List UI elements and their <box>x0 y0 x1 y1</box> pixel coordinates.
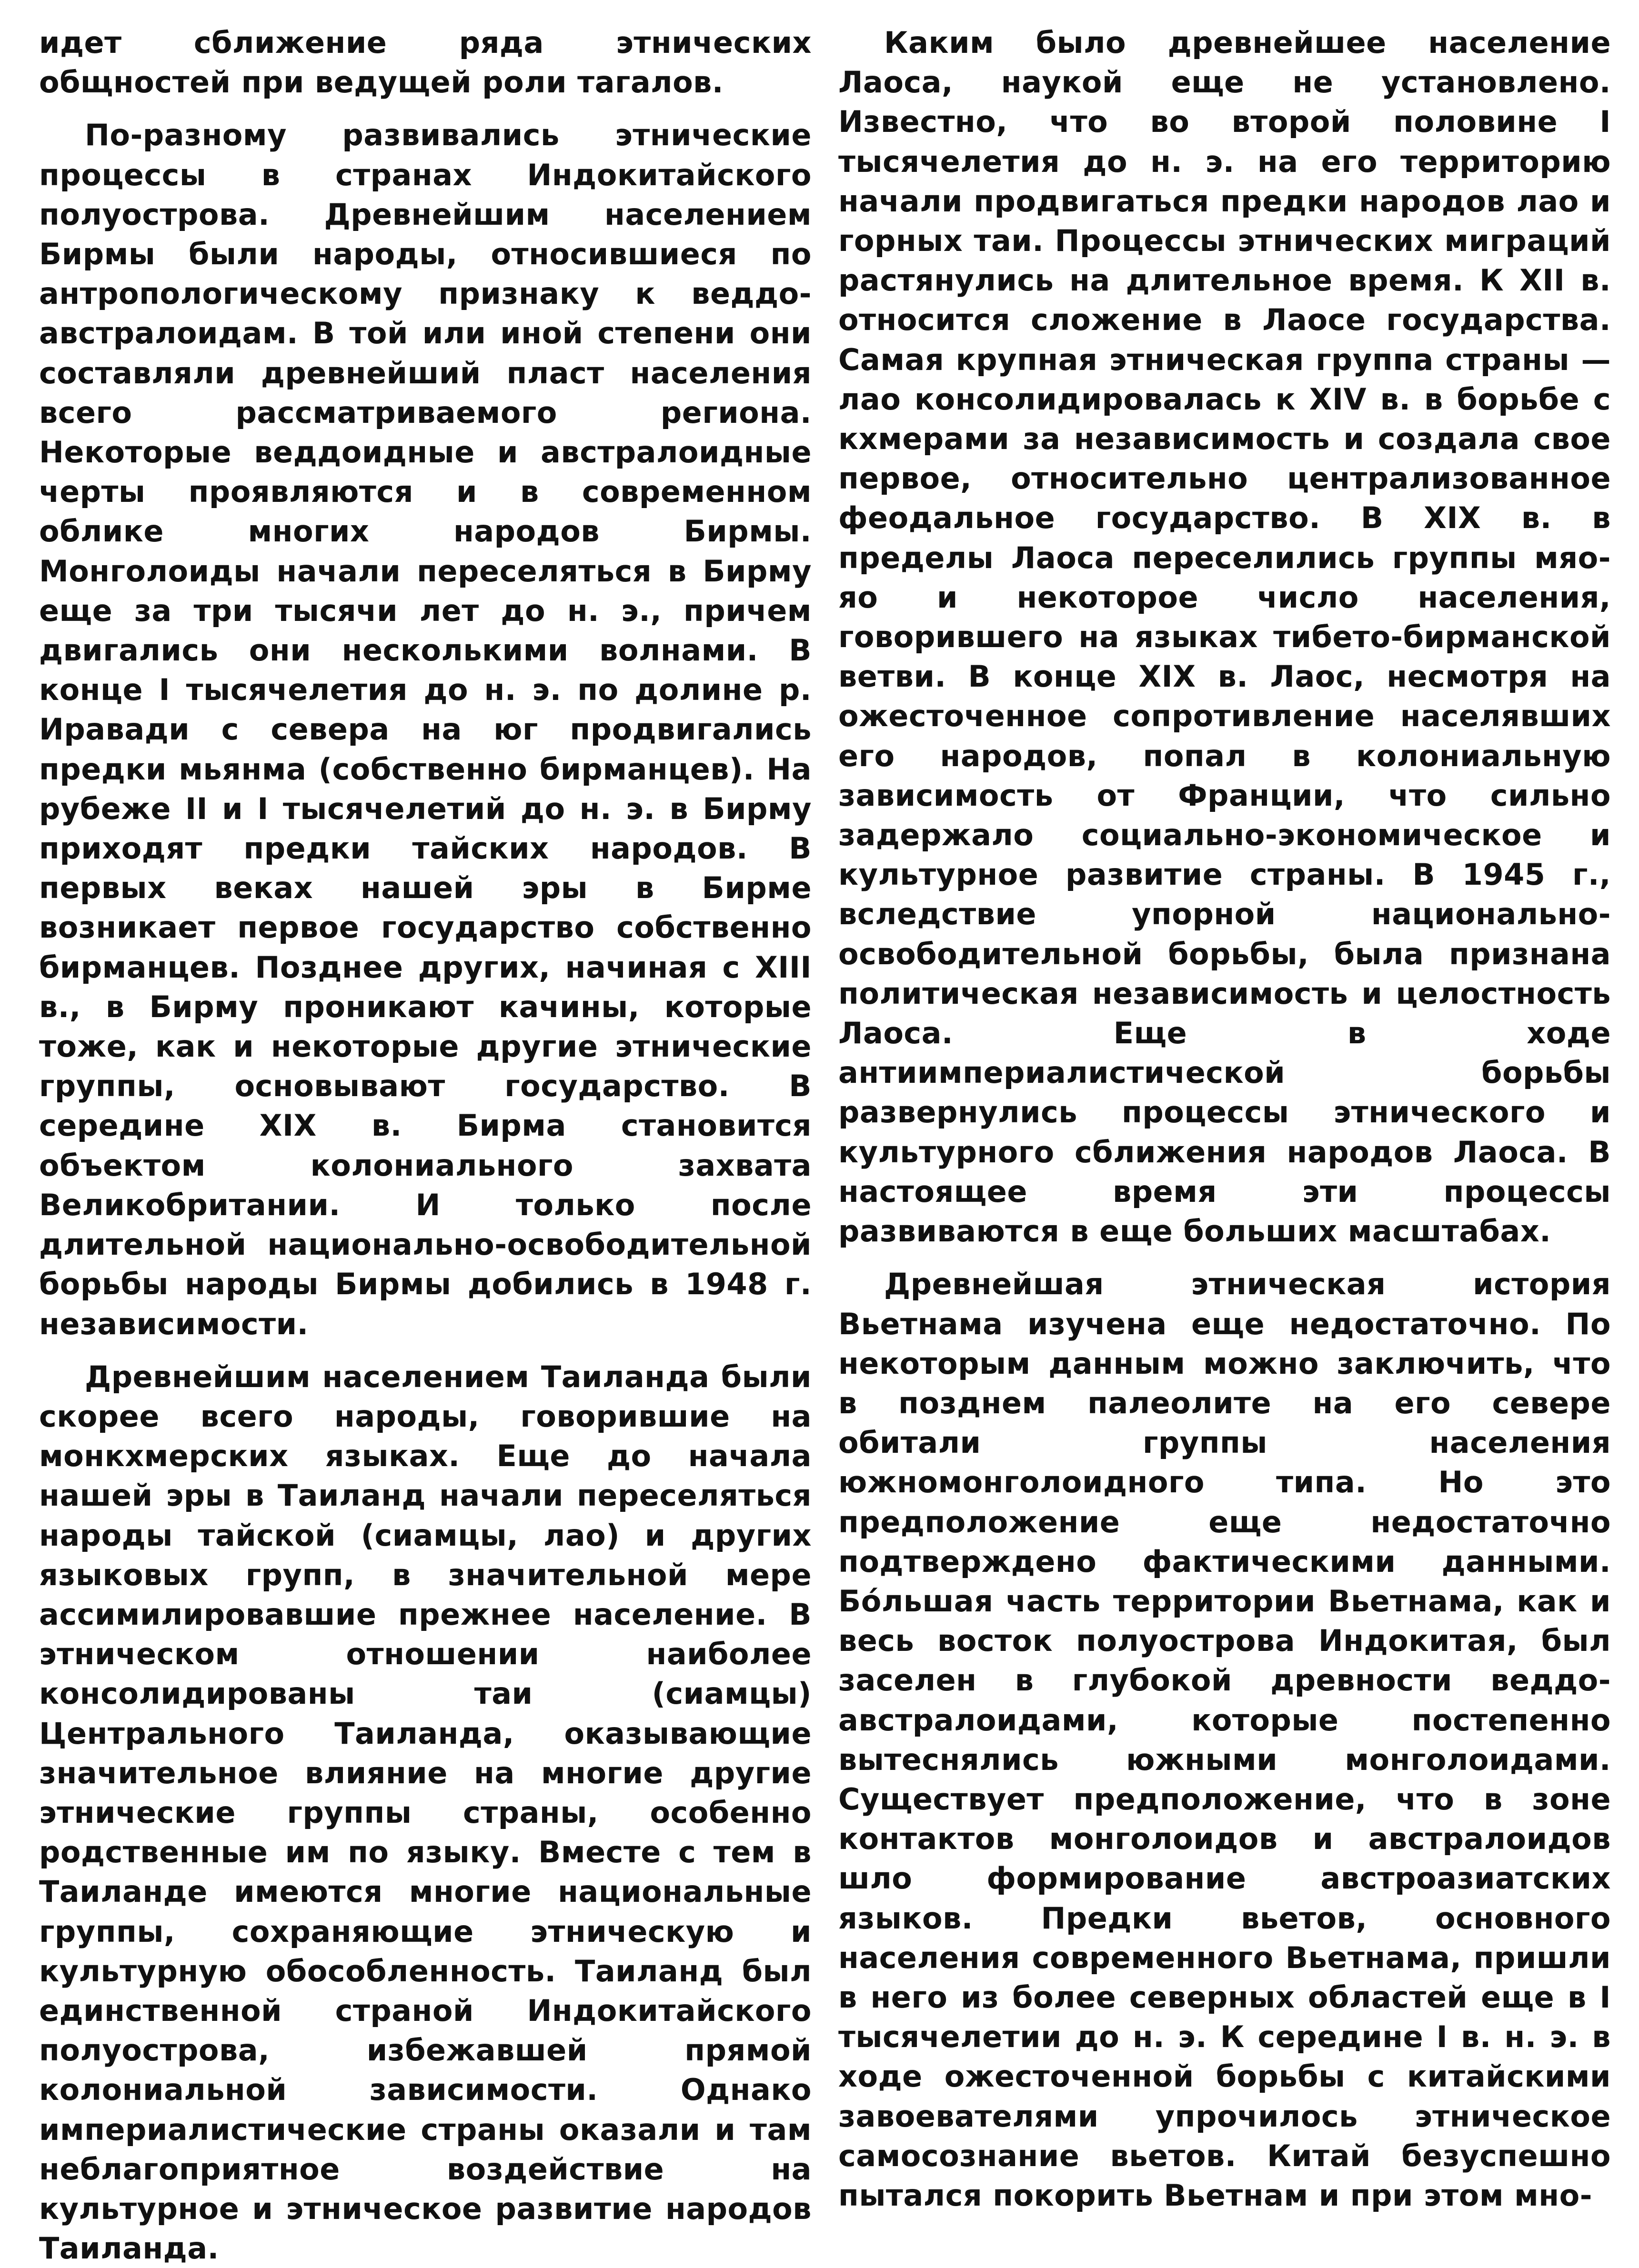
paragraph-vietnam: Древнейшая этническая история Вьетнама изучена еще недостаточно. По некоторым данным можно заключить, что в позднем палеолите на его севере обитали группы населения южномонголоидного типа. Но это предположение еще недостаточно подтверждено фактическими данными. Бóльшая часть территории Вьетнама, как и весь восток полуострова Индокитая, был заселен в глубокой древности веддо-австралоидами, которые постепенно вытеснялись южными монголоидами. Существует предположение, что в зоне контактов монголоидов и австралоидов шло формирование австроазиатских языков. Предки вьетов, основного населения современного Вьетнама, пришли в него из более северных областей еще в I тысячелетии до н. э. К середине I в. н. э. в ходе ожесточенной борьбы с китайскими завоевателями упрочилось этническое самосознание вьетов. Китай безуспешно пытался покорить Вьетнам и при этом мно- <box>838 1267 1611 2213</box>
paragraph-laos: Каким было древнейшее население Лаоса, наукой еще не установлено. Известно, что во второй половине I тысячелетия до н. э. на его территорию начали продвигаться предки народов лао и горных таи. Процессы этнических миграций растянулись на длительное время. К XII в. относится сложение в Лаосе государства. Самая крупная этническая группа страны — лао консолидировалась к XIV в. в борьбе с кхмерами за независимость и создала свое первое, относительно централизованное феодальное государство. В XIX в. в пределы Лаоса переселились группы мяо-яо и некоторое число населения, говорившего на языках тибето-бирманской ветви. В конце XIX в. Лаос, несмотря на ожесточенное сопротивление населявших его народов, попал в колониальную зависимость от Франции, что сильно задержало социально-экономическое и культурное развитие страны. В 1945 г., вследствие упорной национально-освободительной борьбы, была признана политическая независимость и целостность Лаоса. Еще в ходе антиимпериалистической борьбы развернулись процессы этнического и культурного сближения народов Лаоса. В настоящее время эти процессы развиваются в еще больших масштабах. <box>838 25 1611 1249</box>
paragraph-burma: По-разному развивались этнические процессы в странах Индокитайского полуострова. Древнейшим населением Бирмы были народы, относившиеся по антропологическому признаку к веддо-австралоидам. В той или иной степени они составляли древнейший пласт населения всего рассматриваемого региона. Некоторые веддоидные и австралоидные черты проявляются и в современном облике многих народов Бирмы. Монголоиды начали переселяться в Бирму еще за три тысячи лет до н. э., причем двигались они несколькими волнами. В конце I тысячелетия до н. э. по долине р. Иравади с севера на юг продвигались предки мьянма (собственно бирманцев). На рубеже II и I тысячелетий до н. э. в Бирму приходят предки тайских народов. В первых веках нашей эры в Бирме возникает первое государство собственно бирманцев. Позднее других, начиная с XIII в., в Бирму проникают качины, которые тоже, как и некоторые другие этнические группы, основывают государство. В середине XIX в. Бирма становится объектом колониального захвата Великобритании. И только после длительной национально-освободительной борьбы народы Бирмы добились в 1948 г. независимости. <box>39 118 812 1341</box>
right-text-column <box>838 23 1611 2215</box>
paragraph-tagal-continuation: идет сближение ряда этнических общностей при ведущей роли тагалов. <box>39 25 812 100</box>
left-text-column <box>39 23 812 2268</box>
paragraph-thailand: Древнейшим населением Таиланда были скорее всего народы, говорившие на монкхмерских языках. Еще до начала нашей эры в Таиланд начали переселяться народы тайской (сиамцы, лао) и других языковых групп, в значительной мере ассимилировавшие прежнее население. В этническом отношении наиболее консолидированы таи (сиамцы) Центрального Таиланда, оказывающие значительное влияние на многие другие этнические группы страны, особенно родственные им по языку. Вместе с тем в Таиланде имеются многие национальные группы, сохраняющие этническую и культурную обособленность. Таиланд был единственной страной Индокитайского полуострова, избежавшей прямой колониальной зависимости. Однако империалистические страны оказали и там неблагоприятное воздействие на культурное и этническое развитие народов Таиланда. <box>39 1359 812 2266</box>
